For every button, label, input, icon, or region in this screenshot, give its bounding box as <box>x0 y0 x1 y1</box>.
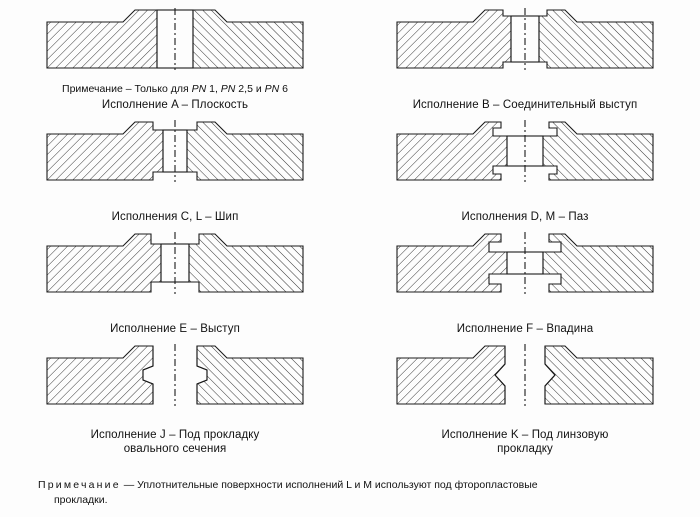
figure-caption-b: Исполнение B – Соединительный выступ <box>412 99 638 111</box>
figure-caption-f: Исполнение F – Впадина <box>456 323 594 335</box>
sheet-footnote <box>38 478 668 508</box>
flange-diagram-e <box>39 232 311 294</box>
figure-cell-j <box>0 344 350 456</box>
figure-caption-k <box>350 428 700 456</box>
note-text-part: 1, <box>206 83 221 95</box>
figure-caption-a: Исполнение A – Плоскость <box>101 99 249 111</box>
figure-caption-cl: Исполнения C, L – Шип <box>111 211 239 223</box>
flange-diagram-dm <box>389 120 661 182</box>
figure-cell-b <box>350 8 700 120</box>
footnote-lead: Примечание <box>38 479 121 491</box>
note-text-part: 6 <box>279 83 288 95</box>
figure-caption-k-line2: прокладку <box>497 443 553 455</box>
figure-cell-k <box>350 344 700 456</box>
note-text-part: Примечание – Только для <box>62 83 192 95</box>
figure-cell-f <box>350 232 700 344</box>
note-text-part: PN <box>220 83 236 95</box>
figure-caption-k-line1: Исполнение K – Под линзовую <box>441 429 609 441</box>
flange-diagram-f <box>389 232 661 294</box>
note-text-part: PN <box>191 83 207 95</box>
flange-diagram-k <box>389 344 661 406</box>
figure-caption-dm: Исполнения D, M – Паз <box>461 211 589 223</box>
note-text-part: PN <box>264 83 280 95</box>
figure-cell-dm <box>350 120 700 232</box>
figure-cell-cl <box>0 120 350 232</box>
flange-diagram-a <box>39 8 311 70</box>
flange-diagram-b <box>389 8 661 70</box>
figure-caption-j <box>0 428 350 456</box>
figure-note-a <box>0 83 350 96</box>
footnote-body: — Уплотнительные поверхности исполнений L и M используют под фторопластовые <box>123 479 538 491</box>
flange-diagram-j <box>39 344 311 406</box>
figure-caption-e: Исполнение E – Выступ <box>110 323 240 335</box>
figure-cell-e <box>0 232 350 344</box>
note-text-part: 2,5 и <box>235 83 265 95</box>
figure-caption-j-line2: овального сечения <box>123 443 227 455</box>
figure-grid <box>0 8 700 456</box>
figure-cell-a <box>0 8 350 120</box>
flange-diagram-cl <box>39 120 311 182</box>
figure-caption-j-line1: Исполнение J – Под прокладку <box>90 429 260 441</box>
footnote-body-line2: прокладки. <box>54 494 108 506</box>
